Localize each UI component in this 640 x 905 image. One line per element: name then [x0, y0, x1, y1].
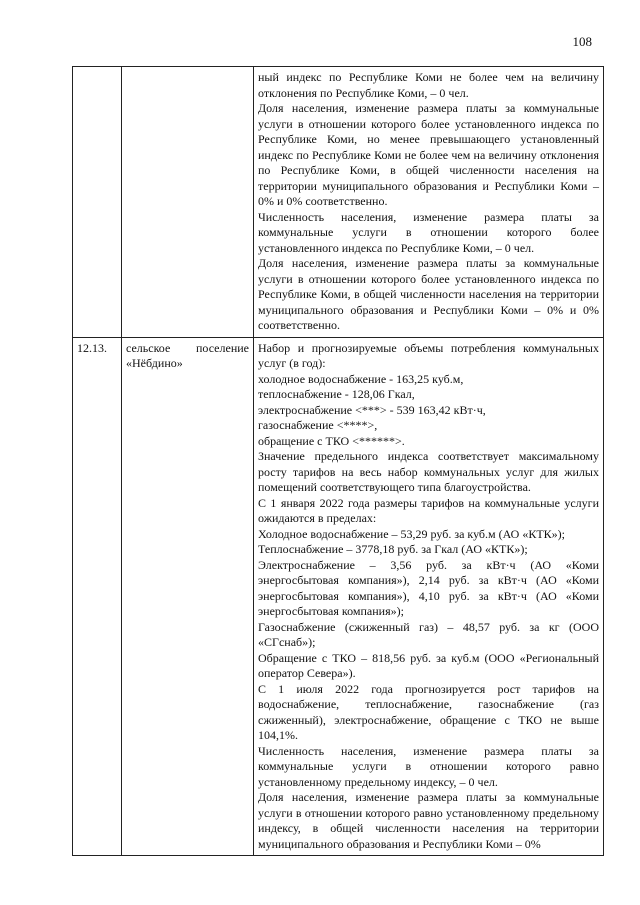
paragraph: электроснабжение <***> - 539 163,42 кВт·ч, [258, 402, 486, 417]
description-cell [254, 337, 604, 856]
paragraph: Холодное водоснабжение – 53,29 руб. за куб.м (АО «КТК»); [258, 526, 566, 541]
paragraph: Численность населения, изменение размера платы за коммунальные услуги в отношении которого более установленного индекса по Республике Коми, – 0 чел. [258, 209, 599, 255]
settlement-name: сельское поселение «Нёбдино» [122, 337, 254, 856]
paragraph: газоснабжение <****>, [258, 418, 378, 432]
settlement-name [122, 67, 254, 338]
paragraph: Доля населения, изменение размера платы за коммунальные услуги в отношении которого более установленного индекса по Республике Коми, но менее превышающего установленный индекс по Республике Коми не более чем на величину отклонения по Республике Коми, в общей численности населения на территории муниципального образования и Республики Коми – 0% и 0% соответственно. [258, 101, 599, 208]
paragraph: теплоснабжение - 128,06 Гкал, [258, 387, 415, 401]
paragraph: Газоснабжение (сжиженный газ) – 48,57 руб. за кг (ООО «СГснаб»); [258, 619, 599, 649]
paragraph: Значение предельного индекса соответствует максимальному росту тарифов на весь набор коммунальных услуг для жилых помещений соответствующего типа благоустройства. [258, 449, 599, 494]
paragraph: Доля населения, изменение размера платы за коммунальные услуги в отношении которого более установленного индекса по Республике Коми, в общей численности населения на территории муниципального образования и Республики Коми – 0% и 0% соответственно. [258, 256, 599, 332]
paragraph: Набор и прогнозируемые объемы потребления коммунальных услуг (в год): [258, 340, 599, 370]
paragraph: С 1 января 2022 года размеры тарифов на коммунальные услуги ожидаются в пределах: [258, 495, 599, 525]
paragraph: Обращение с ТКО – 818,56 руб. за куб.м (ООО «Региональный оператор Севера»). [258, 650, 599, 680]
paragraph: обращение с ТКО <******>. [258, 433, 405, 448]
paragraph: Численность населения, изменение размера платы за коммунальные услуги в отношении которого равно установленному предельному индексу, – 0 чел. [258, 743, 599, 789]
table-row [73, 337, 604, 856]
description-cell [254, 67, 604, 338]
paragraph: Теплоснабжение – 3778,18 руб. за Гкал (АО «КТК»); [258, 542, 528, 556]
paragraph: Доля населения, изменение размера платы за коммунальные услуги в отношении которого равно установленному предельному индексу, в общей численности населения на территории муниципального образования и Республики Коми – 0% [258, 790, 599, 851]
paragraph: холодное водоснабжение - 163,25 куб.м, [258, 371, 464, 386]
paragraph: С 1 июля 2022 года прогнозируется рост тарифов на водоснабжение, теплоснабжение, газоснабжение (газ сжиженный), электроснабжение, обращение с ТКО не выше 104,1%. [258, 681, 599, 742]
row-number: 12.13. [73, 337, 122, 856]
page-number: 108 [572, 34, 592, 49]
document-table [72, 66, 604, 856]
table-row [73, 67, 604, 338]
paragraph: ный индекс по Республике Коми не более чем на величину отклонения по Республике Коми, – 0 чел. [258, 70, 599, 100]
paragraph: Электроснабжение – 3,56 руб. за кВт·ч (АО «Коми энергосбытовая компания»), 2,14 руб. за кВт·ч (АО «Коми энергосбытовая компания»), 4,10 руб. за кВт·ч (АО «Коми энергосбытовая компания»); [258, 557, 599, 618]
row-number [73, 67, 122, 338]
